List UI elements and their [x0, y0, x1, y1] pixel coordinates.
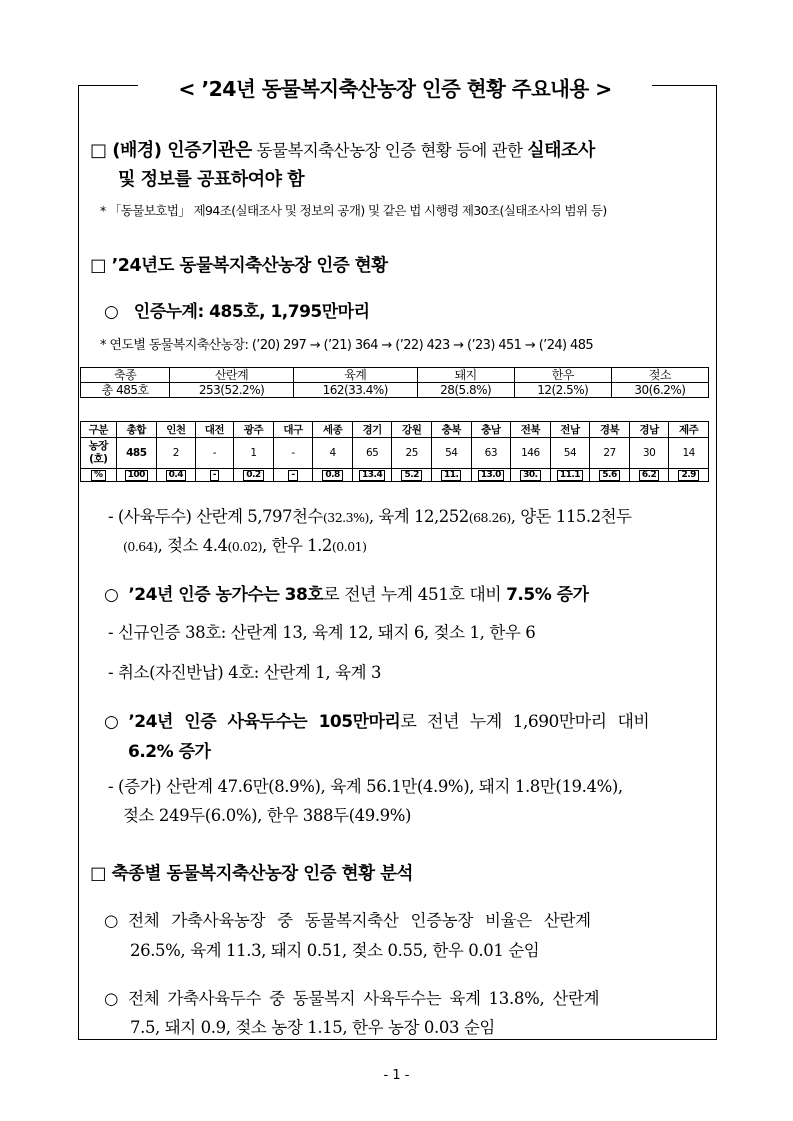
background-bold-2: 실태조사 — [527, 140, 595, 161]
table-cell — [157, 469, 196, 482]
table-row — [81, 438, 709, 469]
table-cell — [431, 469, 471, 482]
circle-bullet: ○ — [104, 712, 119, 732]
table-cell: 2 — [157, 438, 196, 469]
analysis-heading: 축종별 동물복지축산농장 인증 현황 분석 — [111, 864, 413, 884]
table-cell: 253(52.2%) — [170, 383, 294, 398]
table-cell — [195, 469, 234, 482]
heads-bullet — [104, 707, 649, 732]
livestock-text: , 한우 1.2 — [262, 536, 332, 555]
pct-box: 13.4 — [359, 470, 385, 481]
table-cell — [352, 469, 392, 482]
table-cell — [511, 469, 551, 482]
pct-label — [81, 469, 117, 482]
livestock-pct: (0.02) — [227, 539, 263, 554]
square-bullet: □ — [90, 140, 107, 161]
pct-box: 100 — [125, 470, 148, 481]
table-cell: 65 — [352, 438, 392, 469]
section-analysis — [90, 860, 413, 885]
analysis-bullet-1 — [104, 907, 591, 931]
pct-box: 30. — [520, 470, 540, 481]
table-cell: 14 — [669, 438, 709, 469]
livestock-text: - (사육두수) 산란계 5,797천수 — [108, 507, 323, 526]
livestock-pct: (32.3%) — [322, 510, 369, 525]
table-cell: 경북 — [590, 422, 630, 438]
heads-text: 로 전년 누계 1,690만마리 대비 — [400, 712, 650, 732]
circle-bullet: ○ — [104, 585, 119, 605]
status-heading: ’24년도 동물복지축산농장 인증 현황 — [111, 256, 388, 276]
section-background — [90, 136, 595, 162]
table-cell: 30 — [629, 438, 669, 469]
livestock-text: , 육계 12,252 — [368, 507, 469, 526]
page-number: - 1 - — [383, 1068, 410, 1083]
background-text: 동물복지축산농장 인증 현황 등에 관한 — [251, 141, 528, 160]
table-cell: 1 — [234, 438, 274, 469]
table-row — [81, 469, 709, 482]
square-bullet: □ — [90, 864, 107, 884]
background-bold-1: (배경) 인증기관은 — [112, 140, 252, 161]
farms-bullet — [104, 580, 589, 605]
pct-box: 0.8 — [322, 470, 342, 481]
farms-new: - 신규인증 38호: 산란계 13, 육계 12, 돼지 6, 젖소 1, 한우 6 — [108, 623, 536, 642]
analysis-text: 전체 가축사육농장 중 동물복지축산 인증농장 비율은 산란계 — [128, 911, 591, 930]
pct-box: 11. — [441, 470, 461, 481]
table-cell — [273, 469, 313, 482]
cumulative-text: 인증누계: 485호, 1,795만마리 — [133, 302, 370, 322]
heads-increase-2: 젖소 249두(6.0%), 한우 388두(49.9%) — [123, 806, 412, 825]
table-cell: 경기 — [352, 422, 392, 438]
species-table — [80, 367, 709, 398]
square-bullet: □ — [90, 256, 107, 276]
table-cell: 축종 — [81, 368, 170, 383]
table-cell: 12(2.5%) — [514, 383, 611, 398]
table-cell: 인천 — [157, 422, 196, 438]
table-cell: 젖소 — [611, 368, 708, 383]
pct-box: 11.1 — [557, 470, 583, 481]
table-header-row — [81, 422, 709, 438]
table-cell — [234, 469, 274, 482]
table-cell: 전남 — [550, 422, 590, 438]
pct-box: 13.0 — [478, 470, 504, 481]
analysis-bullet-2-line-2: 7.5, 돼지 0.9, 젖소 농장 1.15, 한우 농장 0.03 순임 — [130, 1018, 495, 1037]
table-cell: 대전 — [195, 422, 234, 438]
pct-box: - — [288, 470, 297, 481]
livestock-pct: (68.26) — [468, 510, 511, 525]
table-cell: 27 — [590, 438, 630, 469]
livestock-line-2 — [123, 532, 367, 556]
pct-box: % — [91, 470, 106, 481]
table-cell: 육계 — [293, 368, 417, 383]
table-cell — [313, 469, 353, 482]
table-cell: 전북 — [511, 422, 551, 438]
table-cell: 대구 — [273, 422, 313, 438]
table-cell: 강원 — [392, 422, 432, 438]
yearly-note: * 연도별 동물복지축산농장: (’20) 297 → (’21) 364 → (’22) 423 → (’23) 451 → (’24) 485 — [100, 338, 594, 353]
livestock-pct: (0.64) — [123, 539, 158, 554]
analysis-text: 전체 가축사육두수 중 동물복지 사육두수는 육계 13.8%, 산란계 — [128, 989, 600, 1008]
table-cell — [116, 469, 157, 482]
table-cell: 세종 — [313, 422, 353, 438]
table-cell: 162(33.4%) — [293, 383, 417, 398]
pct-box: 6.2 — [639, 470, 659, 481]
pct-box: 5.6 — [599, 470, 619, 481]
table-row — [81, 383, 709, 398]
table-cell: 54 — [431, 438, 471, 469]
farms-cancel: - 취소(자진반납) 4호: 산란계 1, 육계 3 — [108, 663, 382, 682]
row-label: 농장 (호) — [81, 438, 117, 469]
table-cell: 146 — [511, 438, 551, 469]
table-cell — [471, 469, 511, 482]
content-frame — [78, 85, 717, 1040]
livestock-text: , 양돈 115.2천두 — [510, 507, 632, 526]
table-cell — [590, 469, 630, 482]
livestock-pct: (0.01) — [331, 539, 367, 554]
pct-box: - — [210, 470, 219, 481]
table-cell: 충북 — [431, 422, 471, 438]
page-title: < ’24년 동물복지축산농장 인증 현황 주요내용 > — [178, 77, 612, 101]
table-cell: 485 — [116, 438, 157, 469]
table-cell: 총합 — [116, 422, 157, 438]
table-cell: 25 — [392, 438, 432, 469]
pct-box: 0.2 — [243, 470, 263, 481]
background-note: * 「동물보호법」 제94조(실태조사 및 정보의 공개) 및 같은 법 시행령 제30조(실태조사의 범위 등) — [100, 203, 607, 218]
table-cell — [550, 469, 590, 482]
farms-bold-1: ’24년 인증 농가수는 38호 — [128, 585, 324, 605]
pct-box: 2.9 — [678, 470, 698, 481]
table-cell: 광주 — [234, 422, 274, 438]
circle-bullet: ○ — [104, 302, 119, 322]
table-cell: 산란계 — [170, 368, 294, 383]
table-cell: 경남 — [629, 422, 669, 438]
heads-bold: ’24년 인증 사육두수는 105만마리 — [128, 712, 401, 732]
table-cell: - — [195, 438, 234, 469]
table-cell: 돼지 — [417, 368, 514, 383]
table-header-row — [81, 368, 709, 383]
circle-bullet: ○ — [104, 989, 119, 1008]
table-cell — [629, 469, 669, 482]
table-cell: 구분 — [81, 422, 117, 438]
analysis-bullet-1-line-2: 26.5%, 육계 11.3, 돼지 0.51, 젖소 0.55, 한우 0.01 순임 — [130, 941, 540, 960]
table-cell: 30(6.2%) — [611, 383, 708, 398]
table-cell — [392, 469, 432, 482]
pct-box: 5.2 — [401, 470, 421, 481]
table-cell: 한우 — [514, 368, 611, 383]
table-cell: 63 — [471, 438, 511, 469]
table-cell: 총 485호 — [81, 383, 170, 398]
background-line-2: 및 정보를 공표하여야 함 — [118, 169, 305, 190]
livestock-line-1 — [108, 503, 631, 527]
table-cell: 54 — [550, 438, 590, 469]
table-cell: 28(5.8%) — [417, 383, 514, 398]
region-table — [80, 421, 709, 482]
heads-line-2: 6.2% 증가 — [128, 742, 211, 762]
table-cell: 4 — [313, 438, 353, 469]
table-cell: 제주 — [669, 422, 709, 438]
table-cell: - — [273, 438, 313, 469]
heads-increase-1: - (증가) 산란계 47.6만(8.9%), 육계 56.1만(4.9%), 돼지 1.8만(19.4%), — [108, 777, 623, 796]
cumulative-bullet — [104, 297, 370, 322]
table-cell: 충남 — [471, 422, 511, 438]
pct-box: 0.4 — [166, 470, 186, 481]
farms-bold-2: 7.5% 증가 — [506, 585, 589, 605]
analysis-bullet-2 — [104, 985, 599, 1009]
circle-bullet: ○ — [104, 911, 119, 930]
livestock-text: , 젖소 4.4 — [157, 536, 228, 555]
farms-text: 로 전년 누계 451호 대비 — [323, 585, 507, 605]
table-cell — [669, 469, 709, 482]
section-status — [90, 252, 388, 277]
